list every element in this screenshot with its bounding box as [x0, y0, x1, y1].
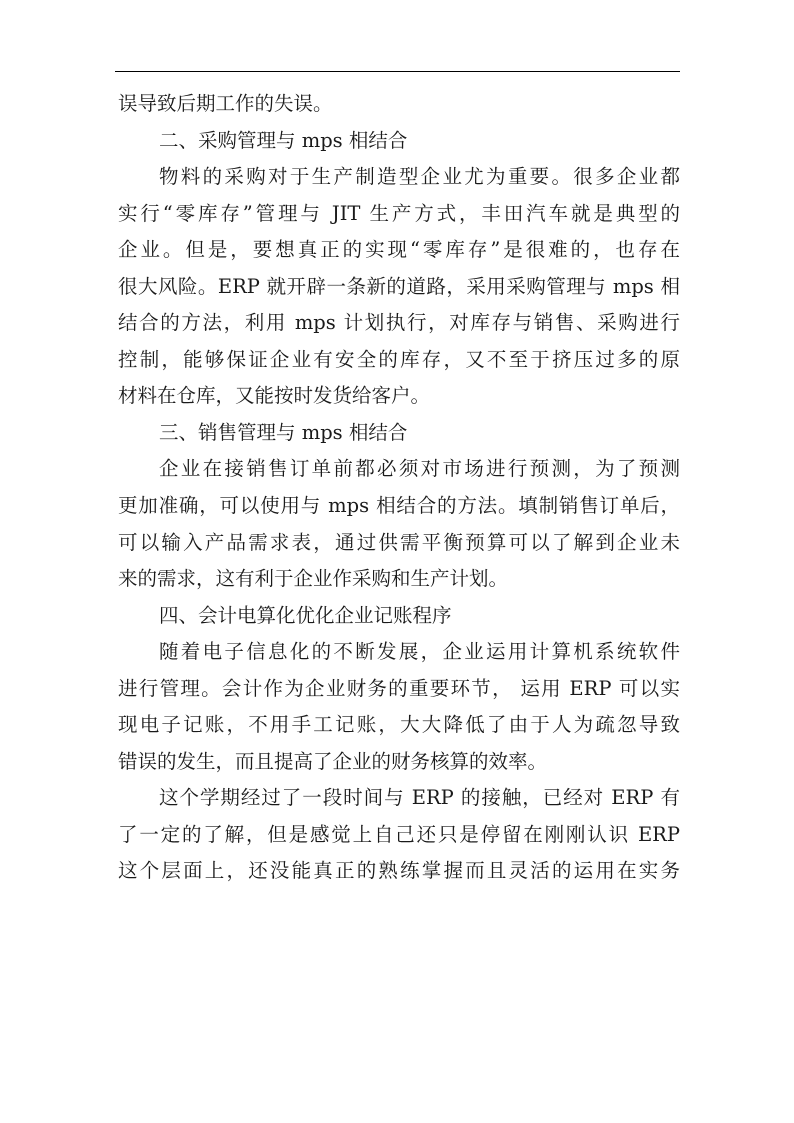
- section-heading-sales: 三、销售管理与 mps 相结合: [159, 420, 408, 444]
- text-line: 进行管理。会计作为企业财务的重要环节， 运用 ERP 可以实: [118, 676, 680, 700]
- paragraph-accounting: [118, 634, 680, 780]
- text-line: 现电子记账，不用手工记账，大大降低了由于人为疏忽导致: [118, 713, 680, 737]
- text-line: 物料的采购对于生产制造型企业尤为重要。很多企业都: [159, 165, 680, 189]
- paragraph-reflection: [118, 780, 680, 890]
- header-rule: [115, 71, 680, 72]
- text-line: 控制，能够保证企业有安全的库存，又不至于挤压过多的原: [118, 347, 680, 371]
- text-line: 了一定的了解，但是感觉上自己还只是停留在刚刚认识 ERP: [118, 822, 680, 846]
- paragraph-continuation: [118, 86, 680, 123]
- paragraph-purchase: [118, 159, 680, 415]
- text-line: 企业。但是，要想真正的实现“零库存”是很难的，也存在: [118, 238, 680, 262]
- text-line: 很大风险。ERP 就开辟一条新的道路，采用采购管理与 mps 相: [118, 274, 680, 298]
- section-heading-accounting: 四、会计电算化优化企业记账程序: [159, 603, 452, 627]
- text-line: 随着电子信息化的不断发展，企业运用计算机系统软件: [159, 640, 680, 664]
- text-line: 误导致后期工作的失误。: [118, 92, 333, 115]
- document-body: [118, 86, 680, 890]
- text-line: 错误的发生，而且提高了企业的财务核算的效率。: [118, 749, 548, 773]
- text-line: 结合的方法，利用 mps 计划执行，对库存与销售、采购进行: [118, 311, 680, 335]
- paragraph-sales: [118, 451, 680, 597]
- text-line: 实行“零库存”管理与 JIT 生产方式，丰田汽车就是典型的: [118, 201, 680, 225]
- text-line: 材料在仓库，又能按时发货给客户。: [118, 384, 431, 408]
- text-line: 可以输入产品需求表，通过供需平衡预算可以了解到企业未: [118, 530, 680, 554]
- text-line: 来的需求，这有利于企业作采购和生产计划。: [118, 567, 509, 591]
- text-line: 这个学期经过了一段时间与 ERP 的接触，已经对 ERP 有: [159, 786, 680, 810]
- section-heading-purchase: 二、采购管理与 mps 相结合: [159, 128, 408, 152]
- text-line: 更加准确，可以使用与 mps 相结合的方法。填制销售订单后，: [118, 494, 680, 518]
- text-line: 企业在接销售订单前都必须对市场进行预测，为了预测: [159, 457, 680, 481]
- text-line: 这个层面上，还没能真正的熟练掌握而且灵活的运用在实务: [118, 859, 680, 883]
